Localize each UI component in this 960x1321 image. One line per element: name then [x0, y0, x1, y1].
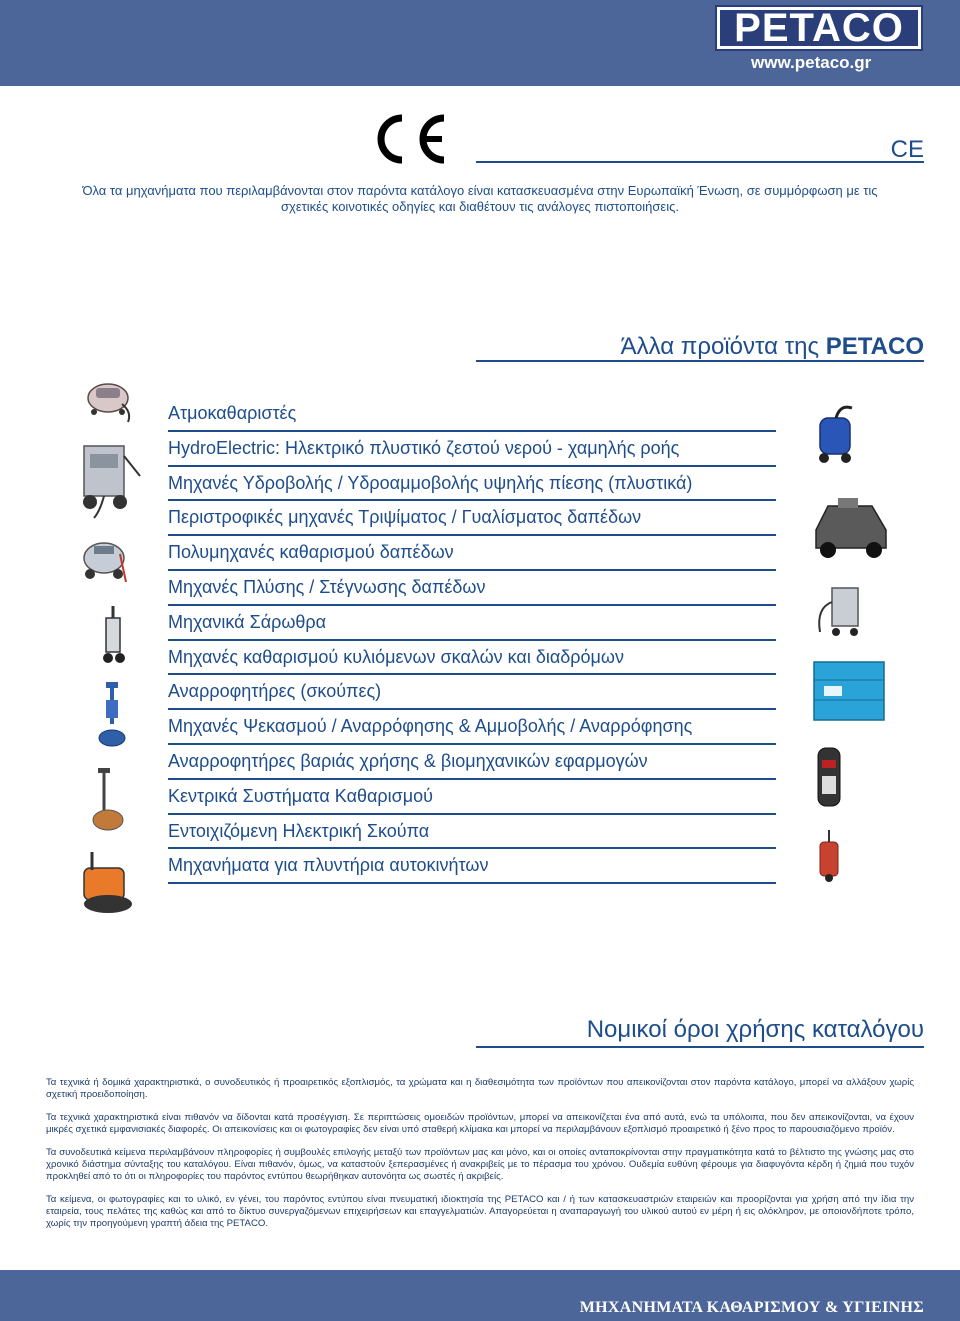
product-category-item: Περιστροφικές μηχανές Τριψίματος / Γυαλίσματος δαπέδων: [168, 501, 776, 536]
legal-paragraph: Τα συνοδευτικά κείμενα περιλαμβάνουν πληροφορίες ή συμβουλές επιλογής μεταξύ των προϊόντων μας και μόνο, και οι οποίες ανταποκρίνονται στην πραγματικότητα κατά το βέλτιστο της γνώσης μας στο χρονικό διάστημα σύνταξης του καταλόγου. Είναι πιθανόν, όμως, να καταστούν ξεπερασμένες ή ανακριβείς με το πέρασμα του χρόνου. Ουδεμία ευθύνη φέρουμε για διαφυγόντα κέρδη ή ζημιά που τυχόν προκληθεί από το ότι οι πληροφορίες του παρόντος εντύπου θεωρήθηκαν αυτονόητα ως σωστές ή ακριβείς.: [46, 1147, 914, 1182]
website-link[interactable]: www.petaco.gr: [751, 53, 872, 72]
legal-text: [46, 1077, 914, 1241]
footer-tagline: ΜΗΧΑΝΗΜΑΤΑ ΚΑΘΑΡΙΣΜΟΥ & ΥΓΙΕΙΝΗΣ: [579, 1299, 924, 1316]
logo-text: PETACO: [734, 6, 904, 50]
industrial-vacuum-icon: [812, 582, 868, 640]
steam-cleaner-icon: [82, 378, 138, 426]
car-wash-machine-icon: [812, 828, 846, 884]
ce-divider: [476, 161, 924, 163]
built-in-vacuum-icon: [812, 742, 846, 814]
product-category-item: Εντοιχιζόμενη Ηλεκτρική Σκούπα: [168, 815, 776, 850]
legal-paragraph: Τα τεχνικά χαρακτηριστικά είναι πιθανόν να δίδονται κατά προσέγγιση. Σε περιπτώσεις ομοειδών προϊόντων, μπορεί να απεικονίζεται ένα από αυτά, ενώ τα υπόλοιπα, που δεν απεικονίζονται, να έχουν μικρές σχετικά εμφανισιακές διαφορές. Οι απεικονίσεις και οι φωτογραφίες δεν είναι υπό σταθερή κλίμακα και μπορεί να περιλαμβάνουν εξοπλισμό προαιρετικό ή ξένο προς το παρουσιαζόμενο προϊόν.: [46, 1112, 914, 1135]
legal-divider: [476, 1046, 924, 1048]
products-title-brand: PETACO: [825, 333, 924, 360]
legal-paragraph: Τα κείμενα, οι φωτογραφίες και το υλικό, εν γένει, του παρόντος εντύπου είναι πνευματική ιδιοκτησία της PETACO και / ή των κατασκευαστριών εταιρειών και προορίζονται για χρήση από την ίδια την εταιρεία, τους πελάτες της καθώς και από το δίκτυο συνεργαζόμενων επιχειρήσεων και επαγγελματιών. Απαγορεύεται η αναπαραγωγή του υλικού αυτού εν μέρη ή εις ολόκληρον, με οποιονδήποτε τρόπο, χωρίς την προηγούμενη γραπτή άδεια της PETACO.: [46, 1194, 914, 1229]
product-category-item: Πολυμηχανές καθαρισμού δαπέδων: [168, 536, 776, 571]
product-list: [168, 397, 776, 884]
hot-water-washer-icon: [70, 436, 150, 520]
product-category-item: Μηχανήματα για πλυντήρια αυτοκινήτων: [168, 849, 776, 884]
floor-buffer-icon: [90, 766, 126, 834]
product-category-item: Μηχανές καθαρισμού κυλιόμενων σκαλών και διαδρόμων: [168, 641, 776, 676]
product-category-item: Μηχανές Υδροβολής / Υδροαμμοβολής υψηλής πίεσης (πλυστικά): [168, 467, 776, 502]
product-category-item: Αναρροφητήρες βαριάς χρήσης & βιομηχανικών εφαρμογών: [168, 745, 776, 780]
pressure-washer-icon: [78, 534, 128, 586]
products-title: [621, 333, 924, 361]
product-category-item: Μηχανικά Σάρωθρα: [168, 606, 776, 641]
footer-band: [0, 1270, 960, 1321]
product-category-item: Αναρροφητήρες (σκούπες): [168, 675, 776, 710]
product-category-item: HydroElectric: Ηλεκτρικό πλυστικό ζεστού νερού - χαμηλής ροής: [168, 432, 776, 467]
header-band: [0, 0, 960, 86]
petaco-logo: [715, 5, 923, 51]
product-category-item: Κεντρικά Συστήματα Καθαρισμού: [168, 780, 776, 815]
product-category-item: Μηχανές Πλύσης / Στέγνωσης δαπέδων: [168, 571, 776, 606]
legal-title: Νομικοί όροι χρήσης καταλόγου: [586, 1016, 924, 1043]
central-vacuum-unit-icon: [808, 656, 890, 726]
products-title-prefix: Άλλα προϊόντα της: [620, 333, 820, 360]
upright-pressure-washer-icon: [98, 604, 128, 666]
ride-on-sweeper-icon: [808, 490, 892, 562]
carpet-extractor-icon: [812, 402, 858, 464]
product-category-item: Ατμοκαθαριστές: [168, 397, 776, 432]
floor-polisher-icon: [96, 680, 128, 750]
ce-label: CE: [890, 136, 924, 163]
product-category-item: Μηχανές Ψεκασμού / Αναρρόφησης & Αμμοβολής / Αναρρόφησης: [168, 710, 776, 745]
scrubber-dryer-icon: [74, 848, 136, 916]
ce-mark-icon: [372, 112, 450, 166]
legal-paragraph: Τα τεχνικά ή δομικά χαρακτηριστικά, ο συνοδευτικός ή προαιρετικός εξοπλισμός, τα χρώματα και η διαθεσιμότητα των προϊόντων που απεικονίζονται στον παρόντα κατάλογο, μπορεί να αλλάξουν χωρίς σχετική προειδοποίηση.: [46, 1077, 914, 1100]
products-divider: [476, 360, 924, 362]
ce-statement: Όλα τα μηχανήματα που περιλαμβάνονται στον παρόντα κατάλογο είναι κατασκευασμένα στην Ευρωπαϊκή Ένωση, σε συμμόρφωση με τις σχετικές κοινοτικές οδηγίες και διαθέτουν τις ανάλογες πιστοποιήσεις.: [82, 183, 878, 214]
